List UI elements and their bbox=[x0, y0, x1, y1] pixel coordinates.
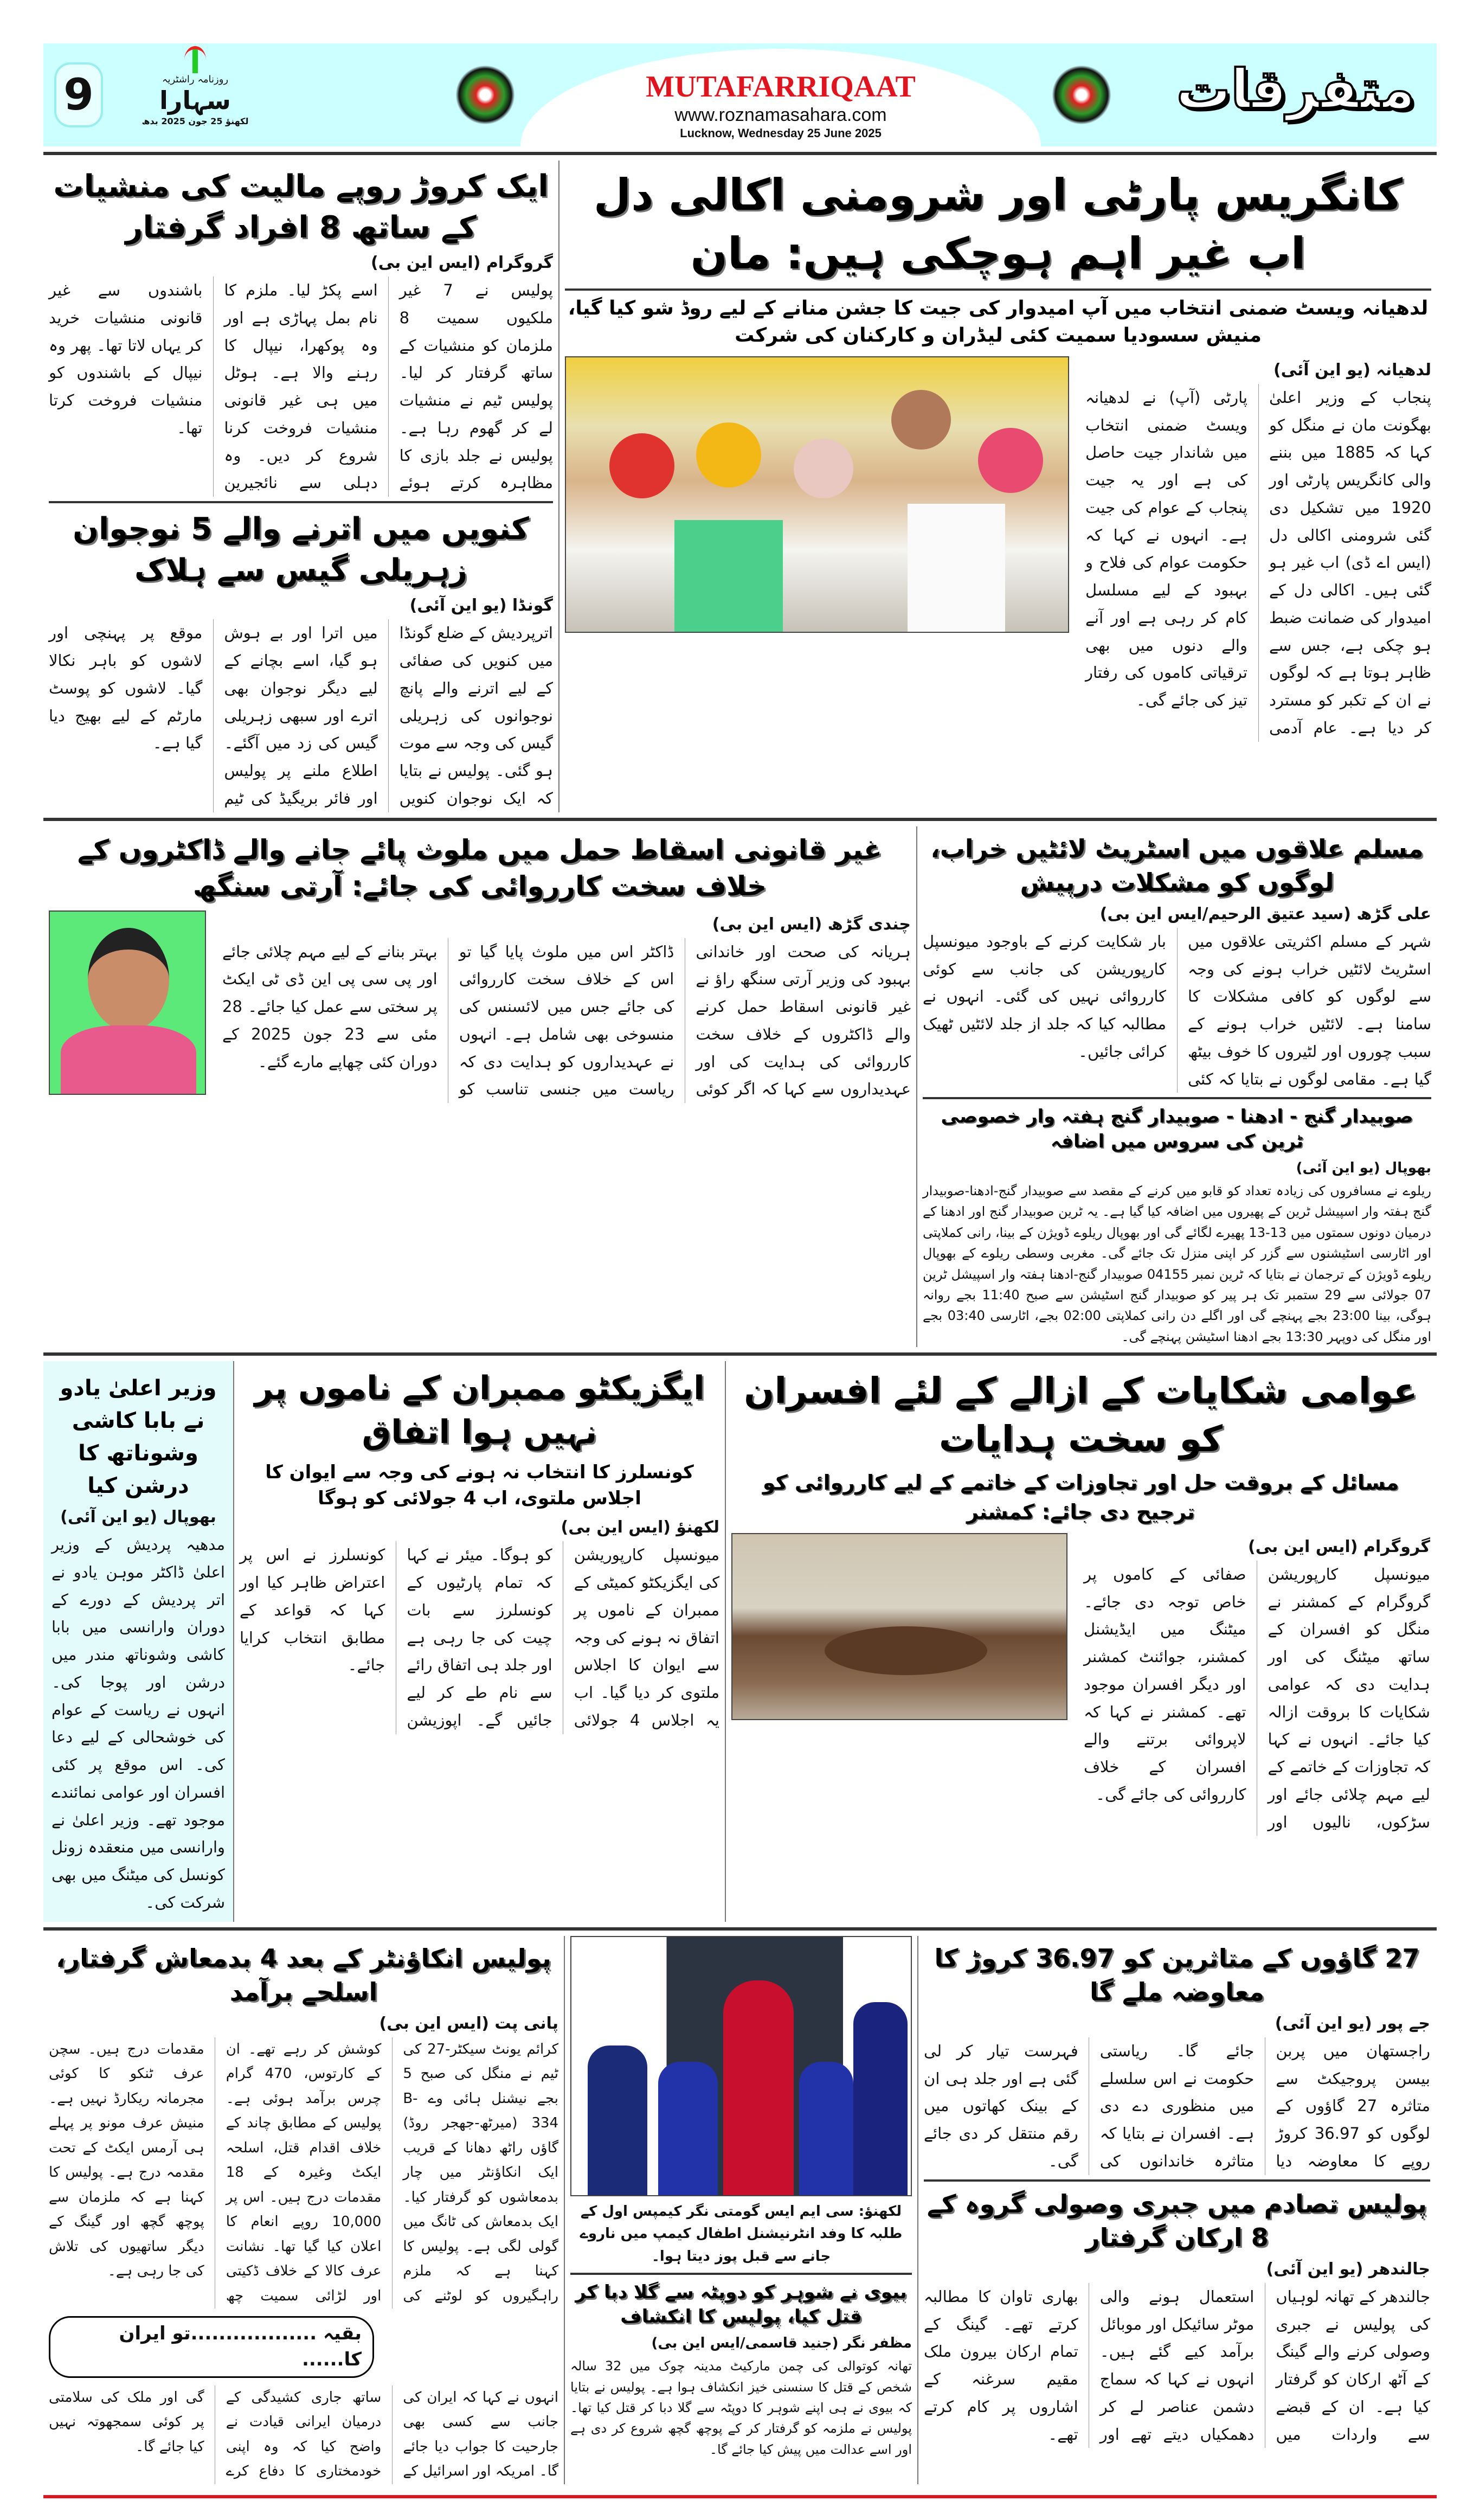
main-story bbox=[559, 161, 1437, 742]
article-body: ریلوے نے مسافروں کی زیادہ تعداد کو قابو میں کرنے کے مقصد سے صوبیدار گنج-ادھنا-صوبیدار گنج ہفتہ وار اسپیشل ٹرین کے پھیروں میں اضافہ کیا گیا ہے۔ یہ ٹرین صوبیدار گنج اور ادھنا کے درمیان دونوں سمتوں میں 13-13 پھیرے لگائے گی اور بھوپال ریلوے ڈویژن کے بینا، رانی کملاپتی اور اٹارسی اسٹیشنوں سے گزر کر اپنی منزل تک جائے گی۔ مغربی وسطی ریلوے کے بھوپال ریلوے ڈویژن کے ترجمان نے بتایا کہ ٹرین نمبر 04155 صوبیدار گنج-ادھنا ہفتہ وار اسپیشل ٹرین 07 جولائی سے 29 ستمبر تک ہر پیر کو صوبیدار گنج اسٹیشن سے صبح 11:40 بجے روانہ ہوگی، بینا 23:00 بجے پہنچے گی اور اگلے دن رانی کملاپتی 02:00 بجے، اٹارسی 03:40 بجے اور منگل کی دوپہر 13:30 بجے ادھنا اسٹیشن پہنچے گی۔ bbox=[923, 1183, 1432, 1344]
encounter-story bbox=[43, 1936, 564, 2484]
article-body: پولیس نے 7 غیر ملکیوں سمیت 8 ملزمان کو منشیات کے ساتھ گرفتار کر لیا۔ پولیس ٹیم نے منشیات لے کر گھوم رہا ہے۔ پولیس نے جلد بازی کا مظاہرہ کرتے ہوئے اسے پکڑ لیا۔ ملزم کا نام بمل پہاڑی ہے اور وہ پوکھرا، نیپال کا رہنے والا ہے۔ ہوٹل میں ہی غیر قانونی منشیات فروخت کرنا شروع کر دیں۔ وہ دہلی سے نائجیرین باشندوں سے غیر قانونی منشیات خرید کر یہاں لاتا تھا۔ پھر وہ نیپال کے باشندوں کو منشیات فروخت کرتا تھا۔ bbox=[49, 281, 553, 492]
footer-rule bbox=[43, 2495, 1437, 2498]
extortion-story bbox=[924, 2187, 1430, 2448]
grievances-subhead: مسائل کے بروقت حل اور تجاوزات کے خاتمے کے لیے کارروائی کو ترجیح دی جائے: کمشنر bbox=[762, 1471, 1399, 1524]
newspaper-page bbox=[43, 0, 1437, 2520]
abortion-headline: غیر قانونی اسقاط حمل میں ملوث پائے جانے والے ڈاکٹروں کے خلاف سخت کارروائی کی جائے: آرتی سنگھ bbox=[77, 833, 883, 902]
left-column-top bbox=[43, 161, 558, 812]
section-title-urdu: متفرقات bbox=[1176, 57, 1415, 121]
compensation-story bbox=[924, 1941, 1430, 2175]
grievances-headline: عوامی شکایات کے ازالے کے لئے افسران کو سخت ہدایات bbox=[744, 1370, 1418, 1460]
paper-name: سہارا bbox=[159, 86, 231, 116]
page-number: 9 bbox=[63, 69, 94, 120]
divider bbox=[565, 288, 1431, 291]
byline: جالندھر (یو این آئی) bbox=[1266, 2259, 1430, 2279]
byline: علی گڑھ (سید عتیق الرحیم/ایس این بی) bbox=[1099, 904, 1431, 924]
urdu-date: لکھنؤ 25 جون 2025 بدھ bbox=[141, 116, 249, 126]
row-3 bbox=[43, 1356, 1437, 1927]
byline: چندی گڑھ (ایس این بی) bbox=[712, 914, 911, 934]
executive-subhead: کونسلرز کا انتخاب نہ ہونے کی وجہ سے ایوان کا اجلاس ملتوی، اب 4 جولائی کو ہوگا bbox=[265, 1461, 694, 1509]
well-headline: کنویں میں اترنے والے 5 نوجوان زہریلی گیس سے ہلاک bbox=[73, 511, 529, 588]
center-column-row4 bbox=[565, 1936, 917, 2460]
divider bbox=[49, 501, 553, 503]
byline: لکھنؤ (ایس این بی) bbox=[561, 1518, 719, 1537]
roadshow-photo bbox=[565, 356, 1069, 633]
extortion-headline: پولیس تصادم میں جبری وصولی گروہ کے 8 ارکان گرفتار bbox=[927, 2189, 1427, 2252]
drugs-story bbox=[49, 166, 553, 497]
row-2 bbox=[43, 821, 1437, 1353]
students-photo bbox=[570, 1936, 912, 2196]
section-title-english: MUTAFARRIQAAT bbox=[646, 70, 916, 104]
executive-headline: ایگزیکٹو ممبران کے ناموں پر نہیں ہوا اتفاق bbox=[254, 1369, 705, 1452]
compensation-headline: 27 گاؤوں کے متاثرین کو 36.97 کروڑ کا معاوضہ ملے گا bbox=[934, 1943, 1420, 2006]
aarti-singh-photo bbox=[49, 910, 206, 1095]
emblem-left-icon bbox=[455, 65, 515, 125]
continued-body: انہوں نے کہا کہ ایران کی جانب سے کسی بھی جارحیت کا جواب دیا جائے گا۔ امریکہ اور اسرائیل کے ساتھ جاری کشیدگی کے درمیان ایرانی قیادت نے واضح کیا کہ وہ اپنی خودمختاری کا دفاع کرے گی اور ملک کی سلامتی پر کوئی سمجھوتہ نہیں کیا جائے گا۔ bbox=[49, 2389, 558, 2480]
anniversary-emblem-icon bbox=[184, 46, 206, 73]
main-story-text bbox=[1069, 356, 1431, 742]
students-photo-caption: لکھنؤ: سی ایم ایس گومتی نگر کیمپس اول کے طلبہ کا وفد انٹرنیشنل اطفال کیمپ میں ناروے جانے سے قبل پوز دیتا ہوا۔ bbox=[580, 2203, 903, 2265]
article-body: شہر کے مسلم اکثریتی علاقوں میں اسٹریٹ لائٹیں خراب ہونے کی وجہ سے لوگوں کو کافی مشکلات کا سامنا ہے۔ لائٹیں خراب ہونے کے سبب چوروں اور لٹیروں کا خوف بیٹھ گیا ہے۔ مقامی لوگوں نے بتایا کہ کئی بار شکایت کرنے کے باوجود میونسپل کارپوریشن کی جانب سے کوئی کارروائی نہیں کی گئی۔ انہوں نے مطالبہ کیا کہ جلد از جلد لائٹیں ٹھیک کرائی جائیں۔ bbox=[923, 932, 1431, 1088]
right-column-row2 bbox=[917, 826, 1437, 1348]
meeting-photo bbox=[731, 1533, 1067, 1720]
train-story bbox=[923, 1105, 1431, 1347]
drugs-headline: ایک کروڑ روپے مالیت کی منشیات کے ساتھ 8 افراد گرفتار bbox=[53, 169, 549, 245]
byline: مظفر نگر (جنید قاسمی/ایس این بی) bbox=[651, 2335, 912, 2352]
right-column-row4 bbox=[918, 1936, 1436, 2448]
article-body: کرائم یونٹ سیکٹر-27 کی ٹیم نے منگل کی صبح 5 بجے نیشنل ہائی وے B-334 (میرٹھ-جھجر روڈ) گاؤں راٹھ دھانا کے قریب ایک انکاؤنٹر میں چار بدمعاشوں کو گرفتار کیا۔ ایک بدمعاش کی ٹانگ میں گولی لگی ہے۔ پولیس کا کہنا ہے کہ ملزم راہگیروں کو لوٹنے کی کوشش کر رہے تھے۔ ان کے کارتوس، 470 گرام چرس برآمد ہوئی ہے۔ پولیس کے مطابق چاند کے خلاف اقدام قتل، اسلحہ ایکٹ وغیرہ کے 18 مقدمات درج ہیں۔ اس پر 10,000 روپے انعام کا اعلان کیا گیا تھا۔ نشانت عرف کالا کے خلاف ڈکیتی اور لڑائی سمیت چھ مقدمات درج ہیں۔ سچن عرف ٹنکو کا کوئی مجرمانہ ریکارڈ نہیں ہے۔ منیش عرف مونو پر پہلے ہی آرمس ایکٹ کے تحت مقدمہ درج ہے۔ پولیس کا کہنا ہے کہ ملزمان سے پوچھ گچھ اور گینگ کے دیگر ساتھیوں کی تلاش کی جا رہی ہے۔ bbox=[49, 2041, 558, 2304]
article-body: پنجاب کے وزیر اعلیٰ بھگونت مان نے منگل کو کہا کہ 1885 میں بننے والی کانگریس پارٹی اور 1920 میں تشکیل دی گئی شرومنی اکالی دل (ایس اے ڈی) اب غیر ہو گئی ہیں۔ اکالی دل کے امیدوار کی ضمانت ضبط ہو چکی ہے، جس سے ظاہر ہوتا ہے کہ لوگوں نے ان کے تکبر کو مسترد کر دیا ہے۔ عام آدمی پارٹی (آپ) نے لدھیانہ ویسٹ ضمنی انتخاب میں شاندار جیت حاصل کی ہے اور یہ جیت پنجاب کے عوام کی جیت ہے۔ انہوں نے کہا کہ حکومت عوام کی فلاح و بہبود کے لیے مسلسل کام کر رہی ہے اور آنے والے دنوں میں بھی ترقیاتی کاموں کی رفتار تیز کی جائے گی۔ bbox=[1085, 388, 1431, 737]
yadav-headline: وزیر اعلیٰ یادو نے بابا کاشی وشوناتھ کا درشن کیا bbox=[60, 1376, 217, 1499]
row-1 bbox=[43, 155, 1437, 818]
grievances-story bbox=[726, 1361, 1436, 1836]
row-4 bbox=[43, 1931, 1437, 2490]
article-body: راجستھان میں پربن بیسن پروجیکٹ سے متاثرہ 27 گاؤوں کے لوگوں کو 36.97 کروڑ روپے کا معاوضہ دیا جائے گا۔ ریاستی حکومت نے اس سلسلے میں منظوری دے دی ہے۔ افسران نے بتایا کہ متاثرہ خاندانوں کی فہرست تیار کر لی گئی ہے اور جلد ہی ان کے بینک کھاتوں میں رقم منتقل کر دی جائے گی۔ bbox=[924, 2041, 1431, 2170]
divider bbox=[924, 2179, 1430, 2182]
page-number-badge bbox=[54, 62, 103, 127]
yadav-box bbox=[43, 1361, 233, 1922]
divider bbox=[570, 2273, 912, 2275]
abortion-story bbox=[43, 826, 916, 1104]
paper-logo bbox=[125, 46, 266, 127]
train-headline: صوبیدار گنج - ادھنا - صوبیدار گنج ہفتہ وار خصوصی ٹرین کی سروس میں اضافہ bbox=[941, 1106, 1413, 1153]
divider bbox=[923, 1097, 1431, 1099]
website-url: www.roznamasahara.com bbox=[674, 104, 887, 125]
main-headline: کانگریس پارٹی اور شرومنی اکالی دل اب غیر اہم ہوچکی ہیں: مان bbox=[593, 170, 1403, 279]
continued-box bbox=[49, 2316, 374, 2377]
article-body: میونسپل کارپوریشن کی ایگزیکٹو کمیٹی کے ممبران کے ناموں پر اتفاق نہ ہونے کی وجہ سے ایوان کا اجلاس ملتوی کر دیا گیا۔ اب یہ اجلاس 4 جولائی کو ہوگا۔ میئر نے کہا کہ تمام پارٹیوں کے کونسلرز سے بات چیت کی جا رہی ہے اور جلد ہی اتفاق رائے سے نام طے کر لیے جائیں گے۔ اپوزیشن کونسلرز نے اس پر اعتراض ظاہر کیا اور کہا کہ قواعد کے مطابق انتخاب کرایا جائے۔ bbox=[240, 1546, 719, 1729]
article-body: تھانہ کوتوالی کی چمن مارکیٹ مدینہ چوک میں 32 سالہ شخص کے قتل کا سنسنی خیز انکشاف ہوا ہے۔ پولیس نے بتایا کہ بیوی نے ہی اپنے شوہر کا دوپٹہ سے گلا دبا کر قتل کیا تھا۔ پولیس نے ملزمہ کو گرفتار کر کے پوچھ گچھ شروع کر دی ہے اور اسے عدالت میں پیش کیا جائے گا۔ bbox=[570, 2358, 912, 2457]
streetlights-headline: مسلم علاقوں میں اسٹریٹ لائٹیں خراب، لوگوں کو مشکلات درپیش bbox=[930, 833, 1424, 897]
masthead-band bbox=[43, 43, 1437, 146]
byline: گروگرام (ایس این بی) bbox=[370, 253, 553, 273]
byline: گونڈا (یو این آئی) bbox=[409, 596, 553, 615]
masthead-arch bbox=[520, 49, 1041, 146]
byline: جے پور (یو این آئی) bbox=[1275, 2014, 1430, 2033]
article-body: جالندھر کے تھانہ لوہیاں کی پولیس نے جبری وصولی کرنے والے گینگ کے آٹھ ارکان کو گرفتار کیا ہے۔ ان کے قبضے سے واردات میں استعمال ہونے والی موٹر سائیکل اور موبائل برآمد کیے گئے ہیں۔ انہوں نے کہا کہ سماج دشمن عناصر لے کر دھمکیاں دیتے تھے اور بھاری تاوان کا مطالبہ کرتے تھے۔ گینگ کے تمام ارکان بیرون ملک مقیم سرغنہ کے اشاروں پر کام کرتے تھے۔ bbox=[924, 2287, 1430, 2444]
paper-tagline: روزنامہ راشٹریہ bbox=[162, 74, 229, 85]
continued-label: بقیہ ..................تو ایران کا...... bbox=[119, 2323, 362, 2370]
wife-headline: بیوی نے شوہر کو دوپٹہ سے گلا دبا کر قتل کیا، پولیس کا انکشاف bbox=[575, 2281, 907, 2328]
encounter-headline: پولیس انکاؤنٹر کے بعد 4 بدمعاش گرفتار، اسلحے برآمد bbox=[56, 1943, 551, 2006]
byline: بھوپال (یو این آئی) bbox=[60, 1508, 216, 1527]
streetlights-story bbox=[923, 832, 1431, 1093]
byline: گروگرام (ایس این بی) bbox=[1247, 1537, 1430, 1556]
article-body: مدھیہ پردیش کے وزیر اعلیٰ ڈاکٹر موہن یادو نے اتر پردیش کے دورے کے دوران وارانسی میں بابا کاشی وشوناتھ مندر میں درشن اور پوجا کی۔ انہوں نے ریاست کے عوام کی خوشحالی کے لیے دعا کی۔ اس موقع پر کئی افسران اور عوامی نمائندے موجود تھے۔ وزیر اعلیٰ نے وارانسی میں منعقدہ زونل کونسل کی میٹنگ میں بھی شرکت کی۔ bbox=[52, 1535, 225, 1912]
emblem-right-icon bbox=[1052, 65, 1111, 125]
byline: پانی پت (ایس این بی) bbox=[379, 2014, 558, 2033]
byline: بھوپال (یو این آئی) bbox=[1296, 1160, 1431, 1177]
wife-story bbox=[570, 2280, 912, 2460]
dateline: Lucknow, Wednesday 25 June 2025 bbox=[680, 126, 882, 140]
well-story bbox=[49, 509, 553, 812]
byline: لدھیانہ (یو این آئی) bbox=[1273, 360, 1431, 380]
main-subhead: لدھیانہ ویسٹ ضمنی انتخاب میں آپ امیدوار کی جیت کا جشن منانے کے لیے روڈ شو کیا گیا، منیش سسودیا سمیت کئی لیڈران و کارکنان کی شرکت bbox=[568, 297, 1429, 347]
article-body: اترپردیش کے ضلع گونڈا میں کنویں کی صفائی کے لیے اترنے والے پانچ نوجوانوں کی زہریلی گیس کی وجہ سے موت ہو گئی۔ پولیس نے بتایا کہ ایک نوجوان کنویں میں اترا اور بے ہوش ہو گیا، اسے بچانے کے لیے دیگر نوجوان بھی اترے اور سبھی زہریلی گیس کی زد میں آگئے۔ اطلاع ملنے پر پولیس اور فائر بریگیڈ کی ٹیم موقع پر پہنچی اور لاشوں کو باہر نکالا گیا۔ لاشوں کو پوسٹ مارٹم کے لیے بھیج دیا گیا ہے۔ bbox=[49, 624, 553, 807]
article-body: میونسپل کارپوریشن گروگرام کے کمشنر نے منگل کو افسران کے ساتھ میٹنگ کی اور ہدایت دی کہ عوامی شکایات کا بروقت ازالہ کیا جائے۔ انہوں نے کہا کہ تجاوزات کے خاتمے کے لیے مہم چلائی جائے اور سڑکوں، نالیوں اور صفائی کے کاموں پر خاص توجہ دی جائے۔ میٹنگ میں ایڈیشنل کمشنر، جوائنٹ کمشنر اور دیگر افسران موجود تھے۔ کمشنر نے کہا کہ لاپروائی برتنے والے افسران کے خلاف کارروائی کی جائے گی۔ bbox=[1084, 1564, 1430, 1831]
executive-story bbox=[234, 1361, 725, 1734]
article-body: ہریانہ کی صحت اور خاندانی بہبود کی وزیر آرتی سنگھ راؤ نے غیر قانونی اسقاط حمل کرنے والے ڈاکٹروں کے خلاف سخت کارروائی کی ہدایت کی اور عہدیداروں سے کہا کہ اگر کوئی ڈاکٹر اس میں ملوث پایا گیا تو اس کے خلاف سخت کارروائی کی جائے جس میں لائسنس کی منسوخی بھی شامل ہے۔ انہوں نے عہدیداروں کو ہدایت دی کہ ریاست میں جنسی تناسب کو بہتر بنانے کے لیے مہم چلائی جائے اور پی سی پی این ڈی ٹی ایکٹ پر سختی سے عمل کیا جائے۔ 28 مئی سے 23 جون 2025 کے دوران کئی چھاپے مارے گئے۔ bbox=[222, 942, 911, 1099]
